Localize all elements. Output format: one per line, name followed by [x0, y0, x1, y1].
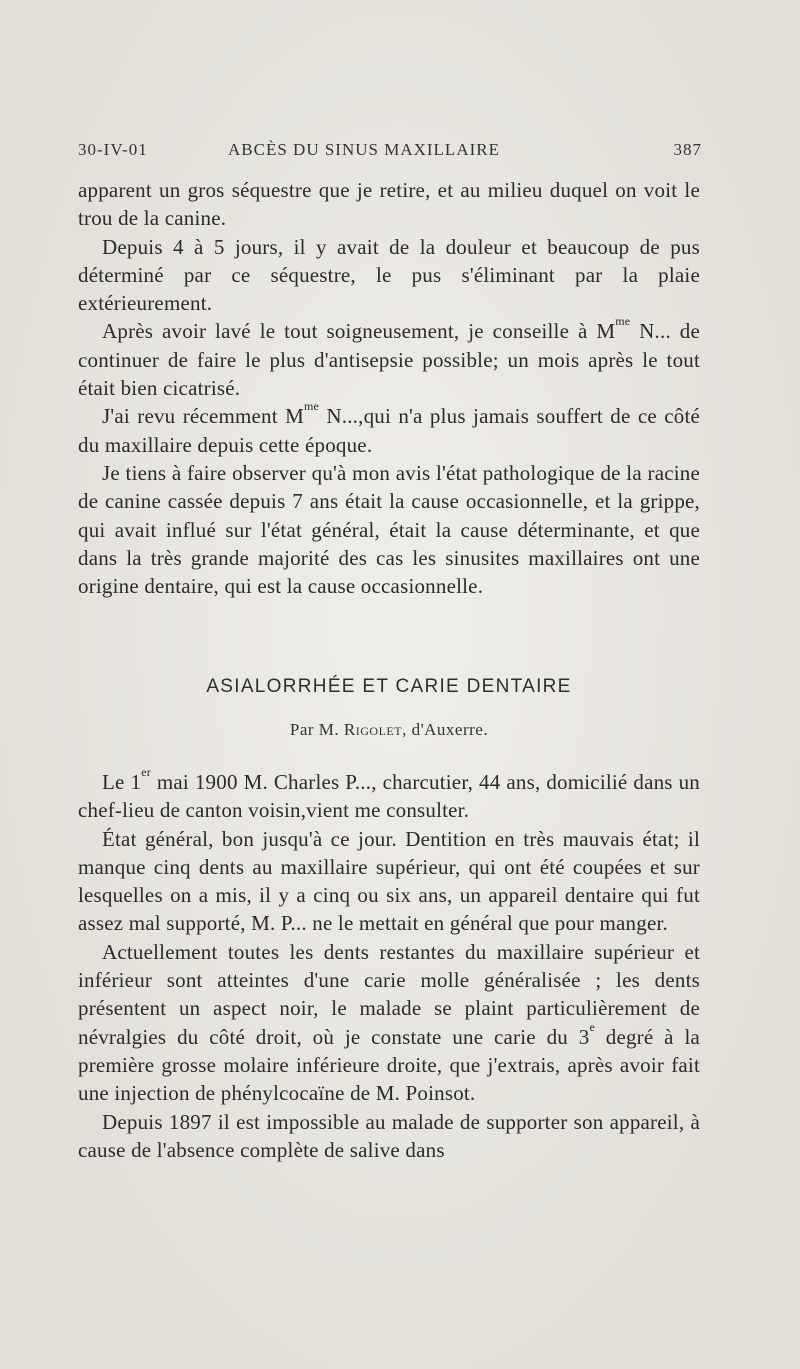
- article-body: [78, 765, 701, 1164]
- running-title: ABCÈS DU SINUS MAXILLAIRE: [228, 140, 500, 159]
- paragraph: Depuis 4 à 5 jours, il y avait de la douleur et beaucoup de pus déterminé par ce séquestre, le pus s'éliminant par la plaie extérieurement.: [78, 234, 700, 316]
- paragraph: État général, bon jusqu'à ce jour. Dentition en très mauvais état; il manque cinq dents au maxillaire supérieur, qui ont été coupées et sur lesquelles on a mis, il y a cinq ou six ans, un appareil dentaire qui fut assez mal supporté, M. P... ne le mettait en général que pour manger.: [78, 826, 700, 936]
- paragraph: Depuis 1897 il est impossible au malade de supporter son appareil, à cause de l'absence complète de salive dans: [78, 1109, 700, 1162]
- paragraph: apparent un gros séquestre que je retire, et au milieu duquel on voit le trou de la canine.: [78, 178, 700, 231]
- paragraph: Actuellement toutes les dents restantes du maxillaire supérieur et inférieur sont atteintes d'une carie molle généralisée ; les dents présentent un aspect noir, le malade se plaint particulièrement de névralgies du côté droit, où je constate une carie du 3e degré à la première grosse molaire inférieure droite, que j'extrais, après avoir fait une injection de phénylcocaïne de M. Poinsot.: [78, 939, 701, 1106]
- paragraph: Je tiens à faire observer qu'à mon avis l'état pathologique de la racine de canine cassée depuis 7 ans était la cause occasionnelle, et la grippe, qui avait influé sur l'état général, était la cause déterminante, et que dans la très grande majorité des cas les sinusites maxillaires ont une origine dentaire, qui est la cause occasionnelle.: [78, 460, 700, 599]
- page-number: 387: [673, 140, 702, 159]
- running-head: [78, 140, 702, 166]
- section-continued: [78, 176, 700, 600]
- paragraph: Le 1er mai 1900 M. Charles P..., charcutier, 44 ans, domicilié dans un chef-lieu de canton voisin,vient me consulter.: [78, 765, 700, 823]
- article-byline: Par M. Rigolet, d'Auxerre.: [289, 720, 489, 739]
- paragraph: J'ai revu récemment $M^{me}$ N...,qui n'a plus jamais souffert de ce côté du maxillaire depuis cette époque.: [78, 399, 701, 457]
- article-title: ASIALORRHÉE ET CARIE DENTAIRE: [206, 676, 572, 697]
- paragraph: Après avoir lavé le tout soigneusement, je conseille à $M^{me}$ N... de continuer de faire le plus d'antisepsie possible; un mois après le tout était bien cicatrisé.: [78, 314, 700, 401]
- issue-date: 30-IV-01: [78, 140, 148, 159]
